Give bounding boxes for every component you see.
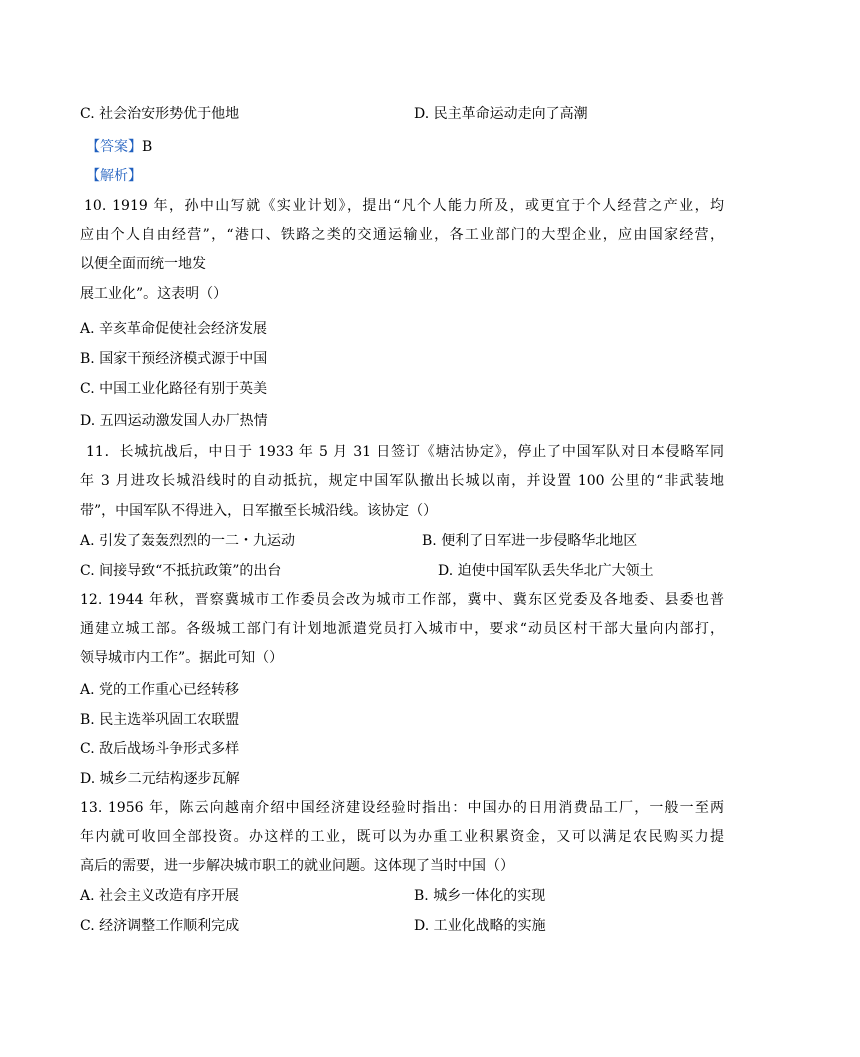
q9-option-c: C. 社会治安形势优于他地 xyxy=(80,106,240,122)
q12-option-b: B. 民主选举巩固工农联盟 xyxy=(80,712,240,728)
q11-option-b: B. 便利了日军进一步侵略华北地区 xyxy=(422,533,638,549)
q11-stem-line-2: 年 3 月进攻长城沿线时的自动抵抗，规定中国军队撤出长城以南，并设置 100 公里的“非武装地 xyxy=(80,473,724,489)
q13-stem-line-1: 13. 1956 年，陈云向越南介绍中国经济建设经验时指出：中国办的日用消费品工厂，一般一至两 xyxy=(80,800,724,816)
q10-stem-line-1: 10. 1919 年，孙中山写就《实业计划》，提出“凡个人能力所及，或更宜于个人经营之产业，均 xyxy=(84,198,724,214)
q11-option-a: A. 引发了轰轰烈烈的一二・九运动 xyxy=(80,533,296,549)
q10-option-c: C. 中国工业化路径有别于英美 xyxy=(80,381,268,397)
q13-option-b: B. 城乡一体化的实现 xyxy=(414,888,546,904)
answer-value: B xyxy=(142,139,153,155)
q12-stem-line-1: 12. 1944 年秋，晋察冀城市工作委员会改为城市工作部，冀中、冀东区党委及各地委、县委也普 xyxy=(80,592,724,608)
q13-option-c: C. 经济调整工作顺利完成 xyxy=(80,918,240,934)
q10-stem-line-2: 应由个人自由经营”，“港口、铁路之类的交通运输业，各工业部门的大型企业，应由国家经营， xyxy=(80,227,724,243)
q10-stem-line-3: 以便全面而统一地发 xyxy=(80,256,206,272)
q13-stem-line-3: 高后的需要，进一步解决城市职工的就业问题。这体现了当时中国（） xyxy=(80,858,514,874)
q12-stem-line-3: 领导城市内工作”。据此可知（） xyxy=(80,650,284,666)
q10-option-a: A. 辛亥革命促使社会经济发展 xyxy=(80,321,268,337)
answer-label: 【答案】 xyxy=(86,139,142,155)
q11-stem-line-1: 11．长城抗战后，中日于 1933 年 5 月 31 日签订《塘沽协定》，停止了中国军队对日本侵略军同 xyxy=(86,444,724,460)
q13-stem-line-2: 年内就可收回全部投资。办这样的工业，既可以为办重工业积累资金，又可以满足农民购买力提 xyxy=(80,829,724,845)
q12-option-d: D. 城乡二元结构逐步瓦解 xyxy=(80,771,240,787)
q10-stem-line-4: 展工业化”。这表明（） xyxy=(80,286,228,302)
q9-option-d: D. 民主革命运动走向了高潮 xyxy=(414,106,588,122)
q12-option-a: A. 党的工作重心已经转移 xyxy=(80,682,240,698)
analysis-label: 【解析】 xyxy=(86,168,142,184)
q11-option-d: D. 迫使中国军队丢失华北广大领土 xyxy=(438,563,654,579)
q10-option-b: B. 国家干预经济模式源于中国 xyxy=(80,351,268,367)
q12-stem-line-2: 通建立城工部。各级城工部门有计划地派遣党员打入城市中，要求“动员区村干部大量向内部打， xyxy=(80,621,724,637)
q9-answer xyxy=(86,137,152,157)
q13-option-d: D. 工业化战略的实施 xyxy=(414,918,546,934)
q11-option-c: C. 间接导致“不抵抗政策”的出台 xyxy=(80,563,282,579)
q12-option-c: C. 敌后战场斗争形式多样 xyxy=(80,741,240,757)
q10-option-d: D. 五四运动激发国人办厂热情 xyxy=(80,413,268,429)
q11-stem-line-3: 带”，中国军队不得进入，日军撤至长城沿线。该协定（） xyxy=(80,503,438,519)
q13-option-a: A. 社会主义改造有序开展 xyxy=(80,888,240,904)
